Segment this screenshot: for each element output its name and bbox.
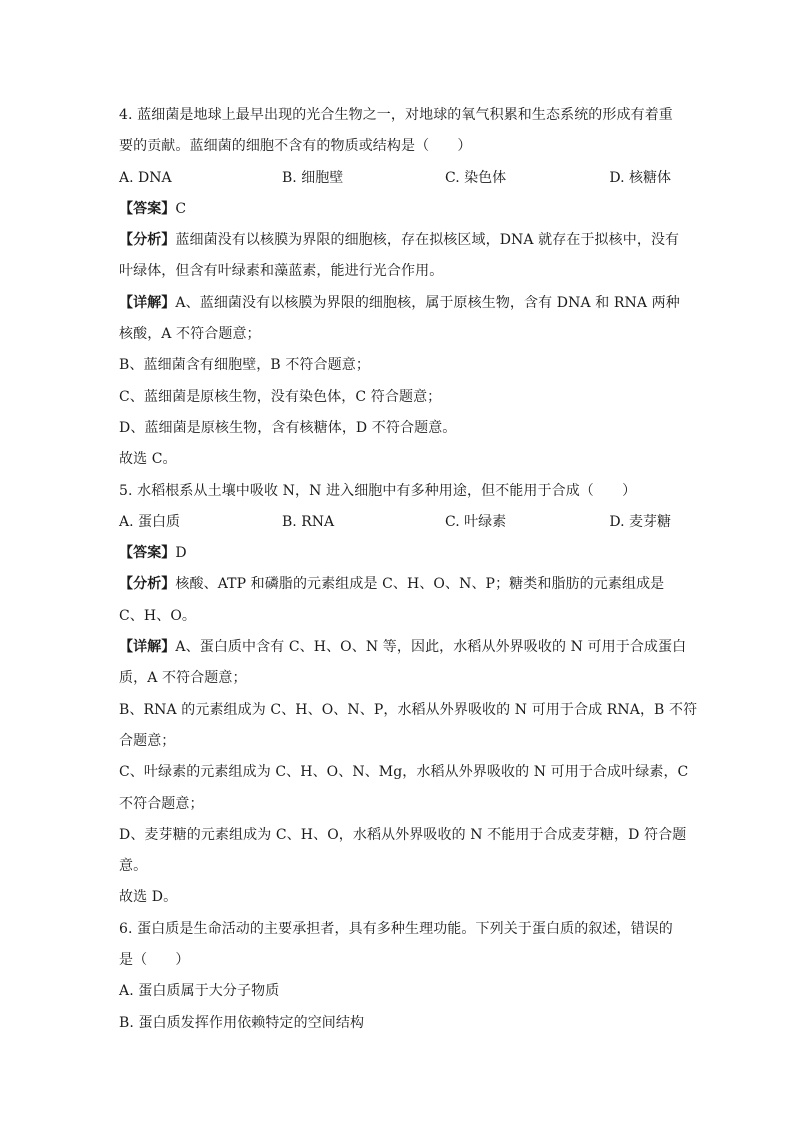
- answer-line: [119, 538, 679, 569]
- detail-text: A、蓝细菌没有以核膜为界限的细胞核，属于原核生物，含有 DNA 和 RNA 两种: [175, 294, 680, 311]
- detail-text: A、蛋白质中含有 C、H、O、N 等，因此，水稻从外界吸收的 N 可用于合成蛋白: [175, 639, 687, 656]
- detail-line: B、蓝细菌含有细胞壁，B 不符合题意；: [119, 357, 370, 374]
- question-stem-line: 6. 蛋白质是生命活动的主要承担者，具有多种生理功能。下列关于蛋白质的叙述，错误的: [119, 920, 673, 937]
- option-b: B. RNA: [282, 513, 335, 530]
- detail-tag: 【详解】: [119, 639, 176, 656]
- option-c: C. 叶绿素: [445, 513, 507, 530]
- option-c: C. 染色体: [445, 169, 507, 186]
- detail-line: 故选 C。: [119, 451, 177, 468]
- option-b: B. 细胞壁: [282, 169, 344, 186]
- question-6: [119, 914, 679, 1039]
- detail-line: B、RNA 的元素组成为 C、H、O、N、P，水稻从外界吸收的 N 可用于合成 RNA，B 不符: [119, 701, 698, 718]
- question-stem-line: 是（ ）: [119, 952, 190, 969]
- document-page: [119, 100, 698, 1039]
- question-4: [119, 100, 679, 476]
- option-d: D. 麦芽糖: [609, 513, 671, 530]
- detail-line: D、麦芽糖的元素组成为 C、H、O，水稻从外界吸收的 N 不能用于合成麦芽糖，D 符合题: [119, 826, 687, 843]
- detail-line: [119, 288, 679, 319]
- option-a: A. DNA: [119, 169, 172, 186]
- question-stem-line: 4. 蓝细菌是地球上最早出现的光合生物之一，对地球的氧气积累和生态系统的形成有着重: [119, 107, 673, 123]
- options-row: [119, 507, 679, 538]
- detail-line: 故选 D。: [119, 889, 178, 906]
- detail-tag: 【详解】: [119, 294, 176, 311]
- answer-line: [119, 194, 679, 225]
- question-stem-line: 要的贡献。蓝细菌的细胞不含有的物质或结构是（ ）: [119, 138, 472, 155]
- detail-line: 合题意；: [119, 732, 176, 749]
- analysis-text: 核酸、ATP 和磷脂的元素组成是 C、H、O、N、P；糖类和脂肪的元素组成是: [175, 576, 665, 593]
- question-stem-line: 5. 水稻根系从土壤中吸收 N，N 进入细胞中有多种用途，但不能用于合成（ ）: [119, 482, 637, 499]
- question-5: [119, 476, 698, 914]
- detail-line: 质，A 不符合题意；: [119, 670, 247, 687]
- answer-tag: 【答案】: [119, 200, 176, 217]
- detail-line: 意。: [119, 858, 148, 875]
- option-b: B. 蛋白质发挥作用依赖特定的空间结构: [119, 1014, 365, 1031]
- option-a: A. 蛋白质: [119, 513, 181, 530]
- detail-line: 核酸，A 不符合题意；: [119, 326, 261, 343]
- analysis-tag: 【分析】: [119, 232, 176, 249]
- analysis-tag: 【分析】: [119, 576, 176, 593]
- analysis-line: C、H、O。: [119, 607, 196, 624]
- analysis-line: [119, 569, 679, 600]
- analysis-text: 蓝细菌没有以核膜为界限的细胞核，存在拟核区域，DNA 就存在于拟核中，没有: [175, 232, 680, 249]
- answer-value: D: [175, 545, 187, 562]
- analysis-line: [119, 225, 679, 256]
- detail-line: C、叶绿素的元素组成为 C、H、O、N、Mg，水稻从外界吸收的 N 可用于合成叶绿素，C: [119, 764, 689, 781]
- answer-tag: 【答案】: [119, 545, 176, 562]
- detail-line: D、蓝细菌是原核生物，含有核糖体，D 不符合题意。: [119, 419, 457, 436]
- detail-line: [119, 632, 687, 663]
- options-row: [119, 163, 679, 194]
- answer-value: C: [175, 200, 187, 217]
- option-d: D. 核糖体: [609, 169, 671, 186]
- detail-line: 不符合题意；: [119, 795, 204, 812]
- analysis-line: 叶绿体，但含有叶绿素和藻蓝素，能进行光合作用。: [119, 263, 444, 280]
- option-a: A. 蛋白质属于大分子物质: [119, 983, 280, 1000]
- detail-line: C、蓝细菌是原核生物，没有染色体，C 符合题意；: [119, 388, 442, 405]
